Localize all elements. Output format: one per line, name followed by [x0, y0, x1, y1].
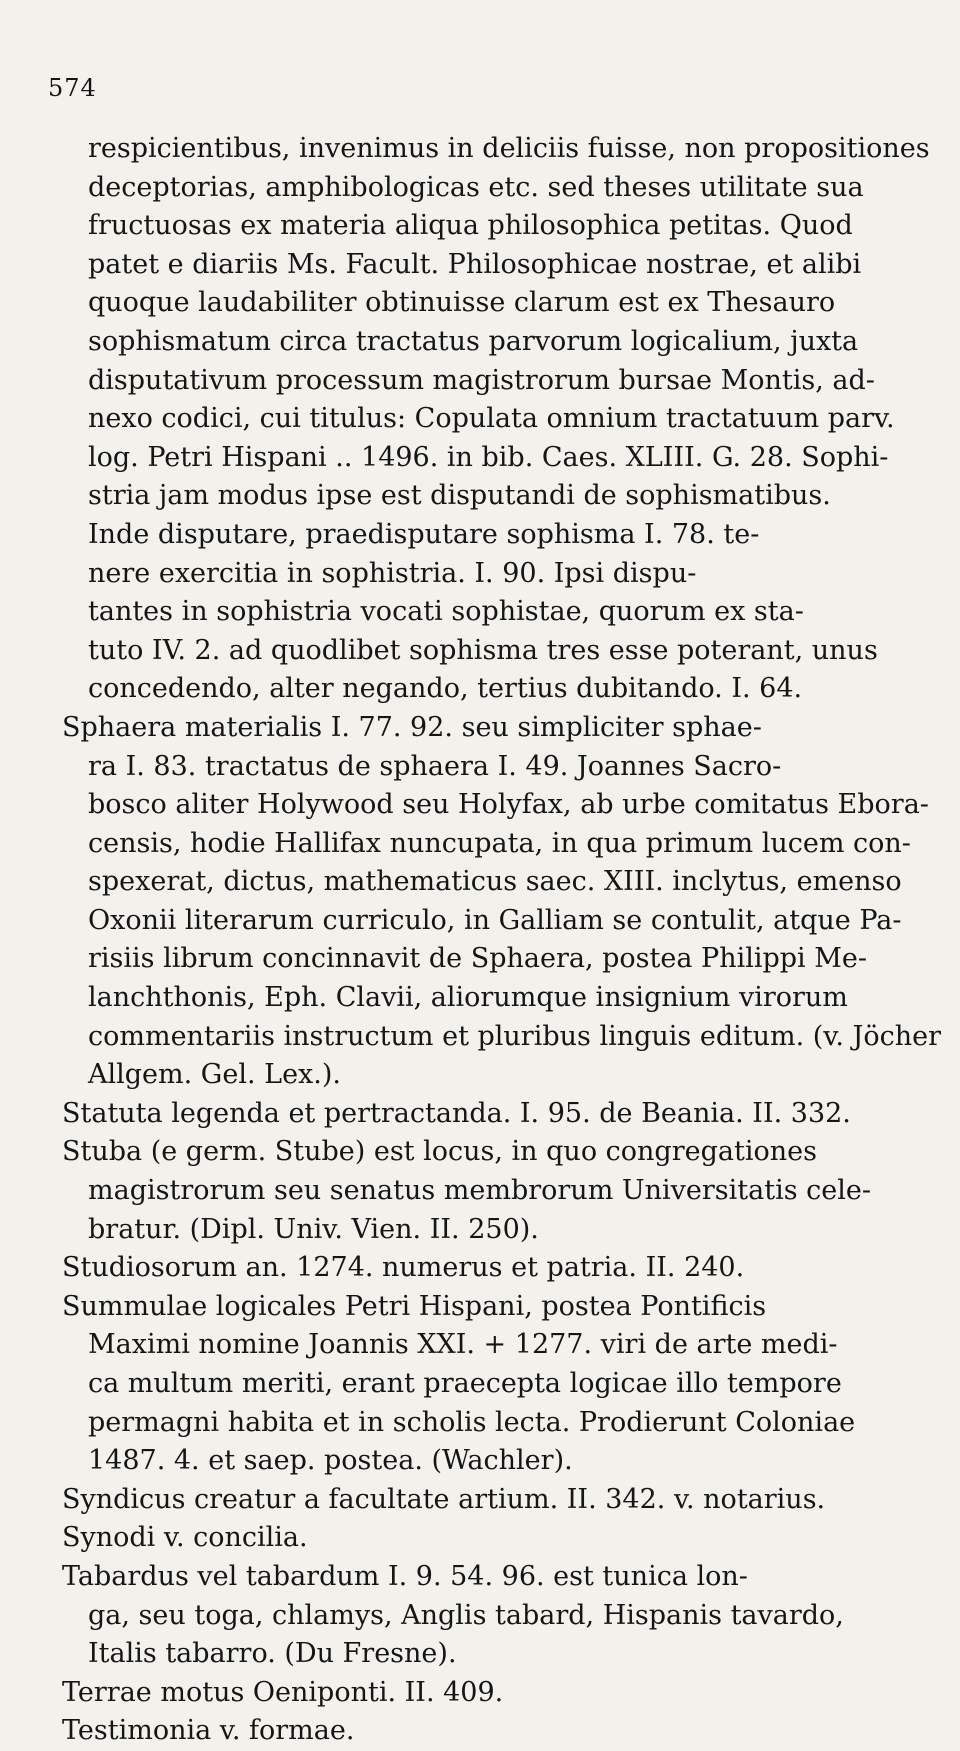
text-line: Inde disputare, praedisputare sophisma I. 78. te-	[88, 518, 760, 550]
entry-heading-line: Sphaera materialis I. 77. 92. seu simpliciter sphae-	[62, 711, 762, 743]
text-line: nere exercitia in sophistria. I. 90. Ipsi dispu-	[88, 557, 697, 589]
text-line: ra I. 83. tractatus de sphaera I. 49. Joannes Sacro-	[88, 750, 782, 782]
text-line: sophismatum circa tractatus parvorum logicalium, juxta	[88, 325, 859, 357]
body-text	[62, 130, 941, 1751]
text-line: permagni habita et in scholis lecta. Prodierunt Coloniae	[88, 1406, 856, 1438]
text-line: Oxonii literarum curriculo, in Galliam se contulit, atque Pa-	[88, 904, 902, 936]
text-line: deceptorias, amphibologicas etc. sed theses utilitate sua	[88, 171, 864, 203]
entry-heading-line: Terrae motus Oeniponti. II. 409.	[62, 1676, 504, 1708]
entry-heading-line: Studiosorum an. 1274. numerus et patria. II. 240.	[62, 1252, 745, 1284]
entry-heading-line: Tabardus vel tabardum I. 9. 54. 96. est tunica lon-	[62, 1560, 748, 1592]
page-number: 574	[48, 74, 97, 102]
text-line: commentariis instructum et pluribus linguis editum. (v. Jöcher	[88, 1020, 941, 1052]
text-line: tantes in sophistria vocati sophistae, quorum ex sta-	[88, 596, 804, 628]
entry-heading-line: Synodi v. concilia.	[62, 1522, 308, 1554]
text-line: ga, seu toga, chlamys, Anglis tabard, Hispanis tavardo,	[88, 1599, 844, 1631]
text-line: risiis librum concinnavit de Sphaera, postea Philippi Me-	[88, 943, 868, 975]
text-line: disputativum processum magistrorum bursae Montis, ad-	[88, 364, 875, 396]
text-line: censis, hodie Hallifax nuncupata, in qua primum lucem con-	[88, 827, 911, 859]
text-line: spexerat, dictus, mathematicus saec. XIII. inclytus, emenso	[88, 866, 902, 898]
text-line: concedendo, alter negando, tertius dubitando. I. 64.	[88, 673, 803, 705]
entry-heading-line: Syndicus creatur a facultate artium. II. 342. v. notarius.	[62, 1483, 826, 1515]
text-line: tuto IV. 2. ad quodlibet sophisma tres esse poterant, unus	[88, 634, 878, 666]
text-line: bosco aliter Holywood seu Holyfax, ab urbe comitatus Ebora-	[88, 789, 929, 821]
text-line: magistrorum seu senatus membrorum Universitatis cele-	[88, 1175, 871, 1207]
text-line: fructuosas ex materia aliqua philosophica petitas. Quod	[88, 210, 853, 242]
entry-heading-line: Stuba (e germ. Stube) est locus, in quo congregationes	[62, 1136, 817, 1168]
text-line: patet e diariis Ms. Facult. Philosophicae nostrae, et alibi	[88, 248, 862, 280]
text-line: Italis tabarro. (Du Fresne).	[88, 1638, 457, 1670]
text-line: bratur. (Dipl. Univ. Vien. II. 250).	[88, 1213, 539, 1245]
text-line: lanchthonis, Eph. Clavii, aliorumque insignium virorum	[88, 982, 848, 1014]
text-line: Maximi nomine Joannis XXI. + 1277. viri de arte medi-	[88, 1329, 838, 1361]
text-line: Allgem. Gel. Lex.).	[88, 1059, 341, 1091]
entry-heading-line: Statuta legenda et pertractanda. I. 95. de Beania. II. 332.	[62, 1097, 851, 1129]
text-line: nexo codici, cui titulus: Copulata omnium tractatuum parv.	[88, 403, 895, 435]
text-line: log. Petri Hispani .. 1496. in bib. Caes. XLIII. G. 28. Sophi-	[88, 441, 889, 473]
text-line: quoque laudabiliter obtinuisse clarum est ex Thesauro	[88, 287, 836, 319]
entry-heading-line: Testimonia v. formae.	[62, 1715, 355, 1747]
text-line: ca multum meriti, erant praecepta logicae illo tempore	[88, 1368, 842, 1399]
text-line: 1487. 4. et saep. postea. (Wachler).	[88, 1445, 573, 1477]
text-line: stria jam modus ipse est disputandi de sophismatibus.	[88, 480, 831, 512]
text-line: respicientibus, invenimus in deliciis fuisse, non propositiones	[88, 133, 930, 164]
entry-heading-line: Summulae logicales Petri Hispani, postea Pontificis	[62, 1290, 767, 1322]
